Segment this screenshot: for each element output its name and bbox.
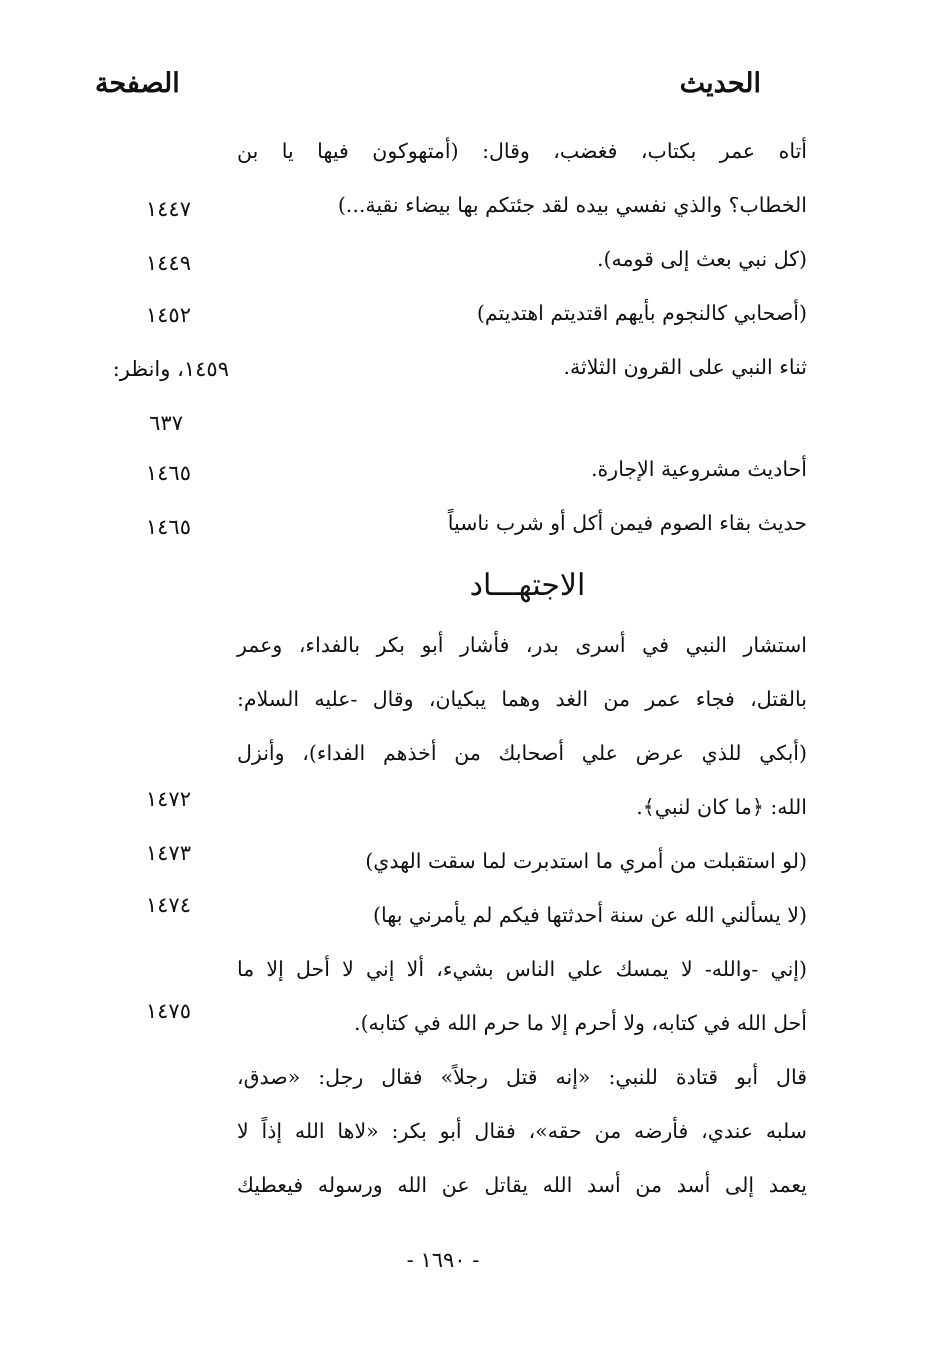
hadith-line-17: سلبه عندي، فأرضه من حقه»، فقال أبو بكر: «لاها الله إذاً لا xyxy=(237,1119,807,1143)
hadith-line-3: (كل نبي بعث إلى قومه). xyxy=(597,247,807,271)
hadith-line-14: (إني -والله- لا يمسك علي الناس بشيء، ألا إني لا أحل إلا ما xyxy=(237,957,807,981)
hadith-line-5: ثناء النبي على القرون الثلاثة. xyxy=(563,355,807,379)
page-ref-3: ١٤٥٢ xyxy=(145,303,191,327)
page-number-footer: - ١٦٩٠ - xyxy=(406,1248,480,1272)
page-ref-9: ١٤٧٣ xyxy=(145,841,191,865)
hadith-line-4: (أصحابي كالنجوم بأيهم اقتديتم اهتديتم) xyxy=(476,301,807,325)
hadith-line-10: (أبكي للذي عرض علي أصحابك من أخذهم الفداء)، وأنزل xyxy=(237,741,807,765)
hadith-line-8: استشار النبي في أسرى بدر، فأشار أبو بكر بالفداء، وعمر xyxy=(237,633,807,657)
hadith-line-11: الله: ﴿ما كان لنبي﴾. xyxy=(636,795,807,819)
page-ref-2: ١٤٤٩ xyxy=(145,251,191,275)
hadith-line-6: أحاديث مشروعية الإجارة. xyxy=(591,457,807,481)
hadith-line-15: أحل الله في كتابه، ولا أحرم إلا ما حرم الله في كتابه). xyxy=(354,1011,807,1035)
column-header-hadith: الحديث xyxy=(679,68,761,99)
hadith-line-16: قال أبو قتادة للنبي: «إنه قتل رجلاً» فقال رجل: «صدق، xyxy=(237,1065,807,1089)
hadith-line-9: بالقتل، فجاء عمر من الغد وهما يبكيان، وقال -عليه السلام: xyxy=(237,687,807,711)
hadith-line-2: الخطاب؟ والذي نفسي بيده لقد جئتكم بها بيضاء نقية...) xyxy=(337,193,807,217)
hadith-line-13: (لا يسألني الله عن سنة أحدثتها فيكم لم يأمرني بها) xyxy=(373,903,807,927)
page-ref-7: ١٤٦٥ xyxy=(145,515,191,539)
hadith-line-7: حديث بقاء الصوم فيمن أكل أو شرب ناسياً xyxy=(447,511,807,535)
page-ref-1: ١٤٤٧ xyxy=(145,197,191,221)
page-ref-4: ١٤٥٩، وانظر: xyxy=(112,357,229,381)
hadith-line-1: أتاه عمر بكتاب، فغضب، وقال: (أمتهوكون فيها يا بن xyxy=(237,139,807,163)
section-title: الاجتهـــاد xyxy=(469,568,586,603)
page-ref-5: ٦٣٧ xyxy=(149,411,183,435)
page-ref-6: ١٤٦٥ xyxy=(145,461,191,485)
page-ref-10: ١٤٧٤ xyxy=(145,893,191,917)
page-ref-11: ١٤٧٥ xyxy=(145,999,191,1023)
column-header-page: الصفحة xyxy=(95,68,180,99)
hadith-line-12: (لو استقبلت من أمري ما استدبرت لما سقت الهدي) xyxy=(365,849,807,873)
page-ref-8: ١٤٧٢ xyxy=(145,787,191,811)
hadith-line-18: يعمد إلى أسد من أسد الله يقاتل عن الله ورسوله فيعطيك xyxy=(237,1173,807,1197)
